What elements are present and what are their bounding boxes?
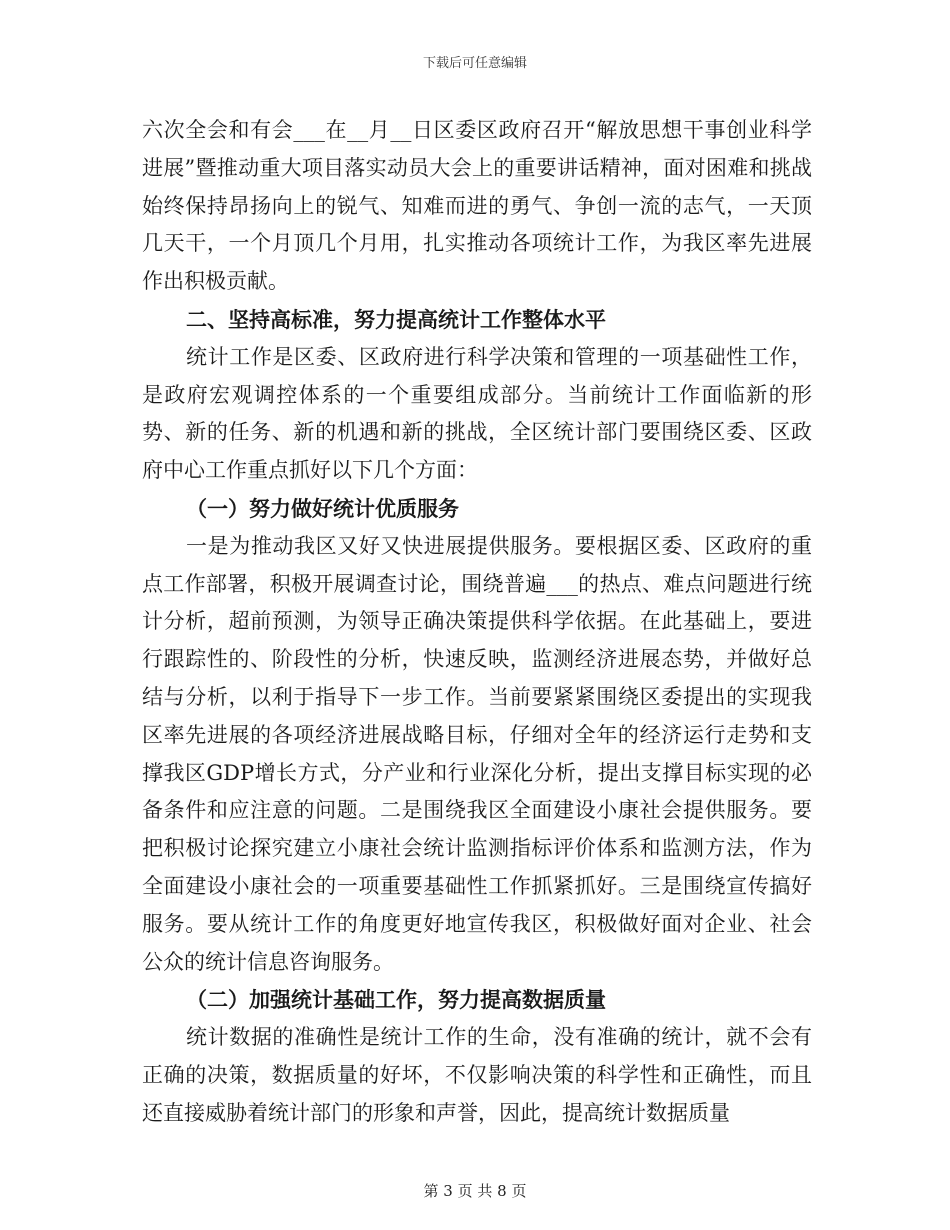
page-footer: 第 3 页 共 8 页 xyxy=(423,1182,527,1200)
paragraph-data-quality: 统计数据的准确性是统计工作的生命，没有准确的统计，就不会有正确的决策，数据质量的好坏，不仅影响决策的科学性和正确性，而且还直接威胁着统计部门的形象和声誉，因此，提高统计数据质量 xyxy=(142,1025,812,1125)
paragraph-service: 一是为推动我区又好又快进展提供服务。要根据区委、区政府的重点工作部署，积极开展调查讨论，围绕普遍___的热点、难点问题进行统计分析，超前预测，为领导正确决策提供科学依据。在此基础上，要进行跟踪性的、阶段性的分析，快速反映，监测经济进展态势，并做好总结与分析，以利于指导下一步工作。当前要紧紧围绕区委提出的实现我区率先进展的各项经济进展战略目标，仔细对全年的经济运行走势和支撑我区GDP增长方式，分产业和行业深化分析，提出支撑目标实现的必备条件和应注意的问题。二是围绕我区全面建设小康社会提供服务。要把积极讨论探究建立小康社会统计监测指标评价体系和监测方法，作为全面建设小康社会的一项重要基础性工作抓紧抓好。三是围绕宣传搞好服务。要从统计工作的角度更好地宣传我区，积极做好面对企业、社会公众的统计信息咨询服务。 xyxy=(142,533,812,974)
document-body xyxy=(142,112,812,1133)
subsection-heading-2: （二）加强统计基础工作，努力提高数据质量 xyxy=(186,987,606,1013)
paragraph-continuation: 六次全会和有会___在__月__日区委区政府召开“解放思想干事创业科学进展”暨推动重大项目落实动员大会上的重要讲话精神，面对困难和挑战始终保持昂扬向上的锐气、知难而进的勇气、争创一流的志气，一天顶几天干，一个月顶几个月用，扎实推动各项统计工作，为我区率先进展作出积极贡献。 xyxy=(142,118,812,294)
page-header: 下载后可任意编辑 xyxy=(422,56,527,71)
section-heading-2: 二、坚持高标准，努力提高统计工作整体水平 xyxy=(186,306,606,332)
paragraph-section-intro: 统计工作是区委、区政府进行科学决策和管理的一项基础性工作，是政府宏观调控体系的一个重要组成部分。当前统计工作面临新的形势、新的任务、新的机遇和新的挑战，全区统计部门要围绕区委、区政府中心工作重点抓好以下几个方面： xyxy=(142,344,812,483)
subsection-heading-1: （一）努力做好统计优质服务 xyxy=(186,495,459,521)
